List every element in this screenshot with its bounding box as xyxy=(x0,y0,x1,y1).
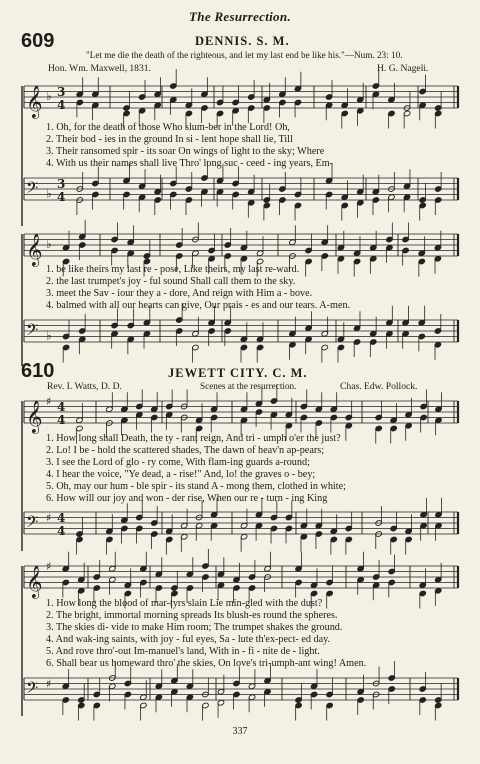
verse-line: 1. How long shall Death, the ty - rant reign, And tri - umph o'er the just? xyxy=(46,433,341,444)
verse-line: 2. the last trumpet's joy - ful sound Shall call them to the sky. xyxy=(46,276,296,287)
staff-610-2-treble xyxy=(0,558,480,602)
staff-609-1-bass xyxy=(0,170,480,218)
bass-clef-icon: 𝄢 xyxy=(26,321,39,343)
bass-clef-icon: 𝄢 xyxy=(26,513,39,535)
staff-609-2-bass xyxy=(0,312,480,356)
verse-line: 6. How will our joy and won - der rise, When our re - turn - ing King xyxy=(46,493,328,504)
page-number: 337 xyxy=(232,726,248,737)
verse-line: 3. I see the Lord of glo - ry come, With flam-ing guards a-round; xyxy=(46,457,310,468)
flat-icon: ♭ xyxy=(46,237,52,251)
staff-610-1-treble xyxy=(0,393,480,435)
treble-clef-icon: 𝄞 xyxy=(26,565,43,598)
verse-line: 2. Lo! I be - hold the scattered shades, The dawn of heav'n ap-pears; xyxy=(46,445,325,456)
flat-icon: ♭ xyxy=(46,186,52,201)
verse-line: 1. Oh, for the death of those Who slum-ber in the Lord! Oh, xyxy=(46,122,290,133)
flat-icon: ♭ xyxy=(46,328,52,343)
time-signature: 3 xyxy=(57,85,66,99)
verse-line: 3. Their ransomed spir - its soar On wings of light to the sky; Where xyxy=(46,146,325,157)
verse-line: 2. Their bod - ies in the ground In si - lent hope shall lie, Till xyxy=(46,134,293,145)
sharp-icon: ♯ xyxy=(46,395,52,408)
verse-line: 2. The bright, immortal morning spreads Its blush-es round the spheres. xyxy=(46,610,338,621)
verse-line: 5. And rove thro'-out Im-manuel's land, With in - fi - nite de - light. xyxy=(46,646,320,657)
time-signature: 3 xyxy=(57,177,66,191)
verse-line: 3. The skies di- vide to make Him room; The trumpet shakes the ground. xyxy=(46,622,343,633)
verse-line: 4. With us their names shall live Thro' long suc - ceed - ing years, Em- xyxy=(46,158,334,169)
composer-609: H. G. Nageli. xyxy=(377,63,429,74)
treble-clef-icon: 𝄞 xyxy=(26,85,43,118)
verse-line: 5. Oh, may our hum - ble spir - its stand A - mong them, clothed in white; xyxy=(46,481,346,492)
treble-clef-icon: 𝄞 xyxy=(26,400,43,433)
time-signature: 4 xyxy=(57,190,66,204)
tune-name-609: DENNIS. S. M. xyxy=(195,34,290,48)
sharp-icon: ♯ xyxy=(46,560,52,573)
verse-line: 1. be like theirs my last re - pose, Like theirs, my last re-ward. xyxy=(46,264,300,275)
hymn-number-610: 610 xyxy=(21,360,55,382)
verse-line: 6. Shall bear us homeward thro' the skies, On love's tri-umph-ant wing! Amen. xyxy=(46,658,367,669)
sharp-icon: ♯ xyxy=(46,677,52,691)
author-609: Hon. Wm. Maxwell, 1831. xyxy=(48,63,151,74)
staff-610-2-bass xyxy=(0,670,480,714)
verses-610-sys2 xyxy=(46,598,366,670)
verses-610-sys1 xyxy=(46,433,346,505)
sharp-icon: ♯ xyxy=(46,511,52,525)
scenes-610: Scenes at the resurrection. xyxy=(200,381,297,391)
verse-line: 4. And wak-ing saints, with joy - ful eyes, Sa - lute th'ex-pect- ed day. xyxy=(46,634,331,645)
verses-609-sys2 xyxy=(46,264,350,312)
tune-name-610: JEWETT CITY. C. M. xyxy=(168,366,308,380)
bass-clef-icon: 𝄢 xyxy=(26,679,39,701)
time-signature: 4 xyxy=(57,511,66,525)
verses-609-sys1 xyxy=(46,122,333,170)
time-signature: 4 xyxy=(57,98,66,112)
time-signature: 4 xyxy=(57,524,66,538)
scripture-609: "Let me die the death of the righteous, and let my last end be like his."—Num. 23: 10. xyxy=(86,50,403,60)
staff-609-1-treble xyxy=(0,78,480,126)
verse-line: 4. I hear the voice, "Ye dead, a - rise!" And, lo! the graves o - bey; xyxy=(46,469,316,480)
time-signature: 4 xyxy=(57,413,66,427)
verse-line: 1. How long the blood of mar-tyrs slain Lie min-gled with the dust? xyxy=(46,598,323,609)
flat-icon: ♭ xyxy=(46,89,52,103)
running-head: The Resurrection. xyxy=(189,9,291,24)
staff-610-1-bass xyxy=(0,504,480,548)
verse-line: 4. balmed with all our hearts can give, Our prais - es and our tears. A-men. xyxy=(46,300,351,311)
bass-clef-icon: 𝄢 xyxy=(26,179,39,201)
hymn-number-609: 609 xyxy=(21,30,55,52)
treble-clef-icon: 𝄞 xyxy=(26,233,43,266)
verse-line: 3. meet the Sav - iour they a - dore, And reign with Him a - bove. xyxy=(46,288,313,299)
composer-610: Chas. Edw. Pollock. xyxy=(340,381,418,392)
author-610: Rev. I. Watts, D. D. xyxy=(47,381,122,392)
time-signature: 4 xyxy=(57,400,66,414)
